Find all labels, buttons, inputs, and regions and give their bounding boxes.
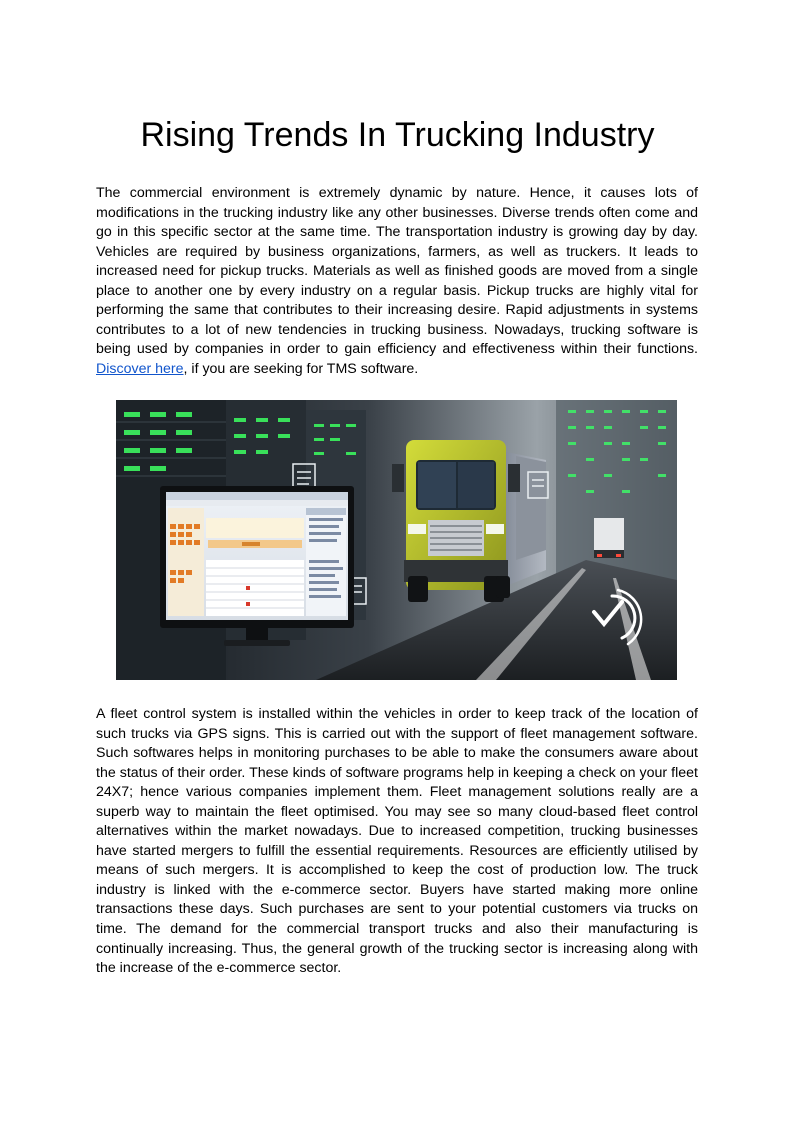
monitor [160,486,354,646]
right-server-racks [556,400,677,590]
distant-truck [594,518,624,558]
intro-paragraph [96,184,698,379]
trucking-illustration-svg [116,400,677,680]
yellow-truck [392,440,546,602]
fleet-paragraph: A fleet control system is installed within the vehicles in order to keep track of the location of such trucks via GPS signs. This is carried out with the support of fleet management software. Such softwares helps in monitoring purchases to be able to make the consumers aware about the status of their order. These kinds of software programs help in keeping a check on your fleet 24X7; hence various companies implement them. Fleet management solutions really are a superb way to maintain the fleet optimised. You may see so many cloud-based fleet control alternatives within the market nowadays. Due to increased competition, trucking businesses have started mergers to fulfill the essential requirements. Resources are efficiently utilised by means of such mergers. It is accomplished to keep the cost of production low. The truck industry is linked with the e-commerce sector. Buyers have started making more online transactions these days. Such purchases are sent to your potential customers via trucks on time. The demand for the commercial transport trucks and also their manufacturing is continually increasing. Thus, the general growth of the trucking sector is increasing along with the increase of the e-commerce sector. [96,706,698,977]
trucking-illustration [116,400,677,680]
discover-here-link[interactable]: Discover here [96,360,184,377]
page-title: Rising Trends In Trucking Industry [140,116,655,154]
intro-text: The commercial environment is extremely dynamic by nature. Hence, it causes lots of modifications in the trucking industry like any other businesses. Diverse trends often come and go in this specific sector at the same time. The transportation industry is growing day by day. Vehicles are required by business organizations, farmers, as well as truckers. It leads to increased need for pickup trucks. Materials as well as finished goods are moved from a single place to another one by every industry on a regular basis. Pickup trucks are highly vital for performing the same that contributes to their increasing desire. Rapid adjustments in systems contributes to a lot of new tendencies in trucking business. Nowadays, trucking software is being used by companies in order to gain efficiency and effectiveness within their functions. [96,185,698,358]
intro-text-tail: , if you are seeking for TMS software. [183,360,419,377]
